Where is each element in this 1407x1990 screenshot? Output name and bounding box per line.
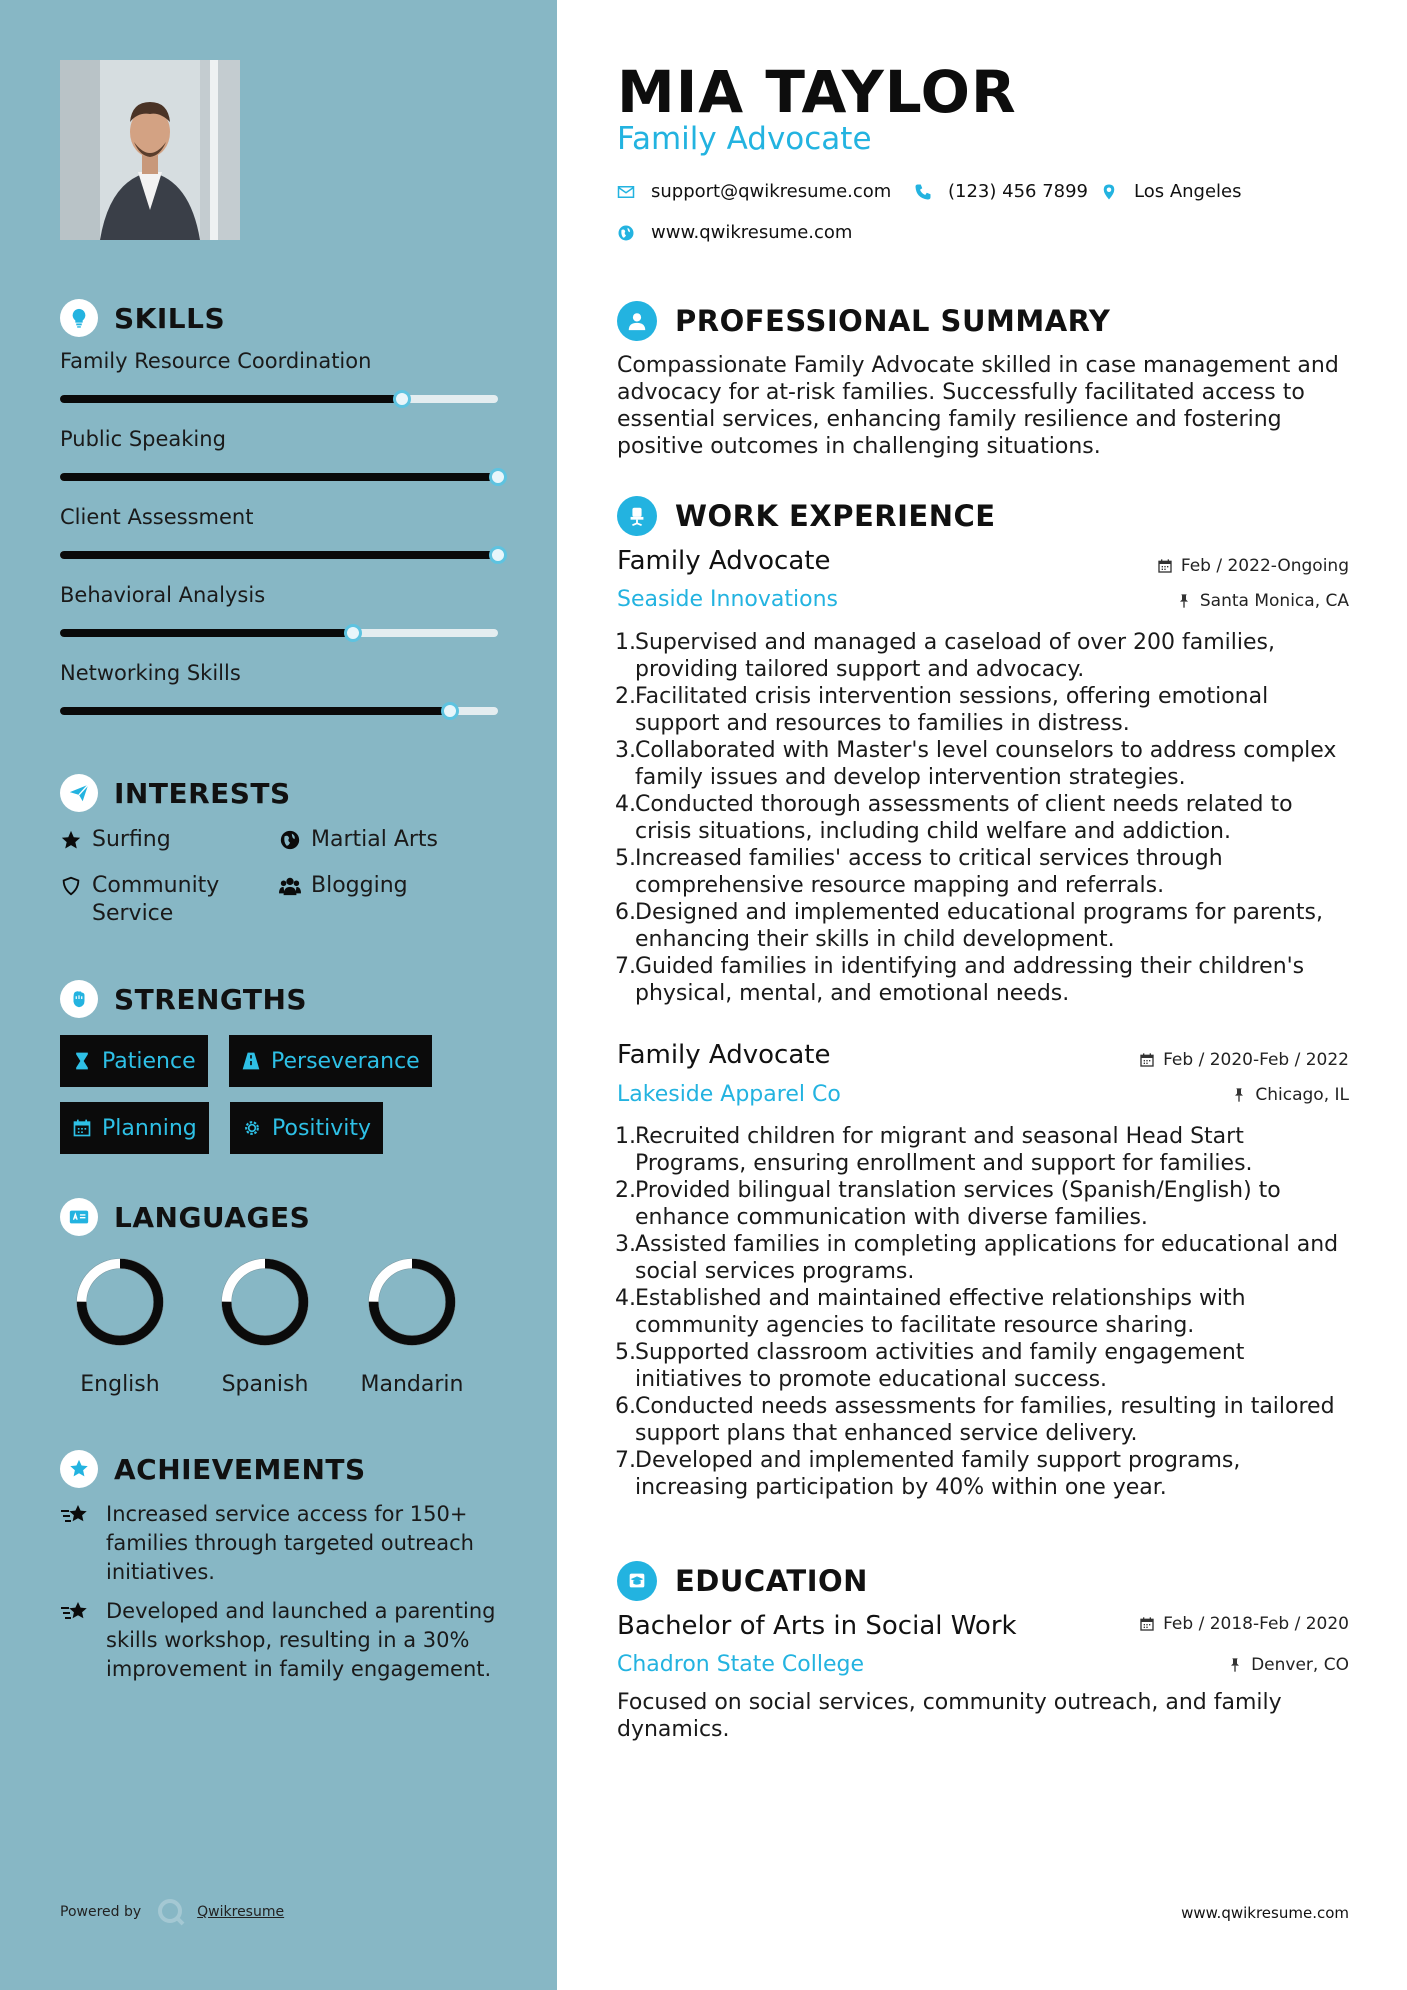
- job-bullet: [617, 737, 1352, 791]
- star-icon: [60, 829, 82, 851]
- education-location-text: Denver, CO: [1251, 1655, 1349, 1675]
- gear-icon: [242, 1118, 262, 1138]
- hourglass-icon: [72, 1051, 92, 1071]
- skill-item: [60, 349, 498, 403]
- bullet-text: Guided families in identifying and addressing their children's physical, mental, and emotional needs.: [635, 954, 1305, 1006]
- job-dates: [1157, 556, 1349, 576]
- road-icon: [241, 1051, 261, 1071]
- contact-email[interactable]: [617, 181, 891, 202]
- job-dates: [1139, 1050, 1349, 1070]
- skill-item: [60, 505, 498, 559]
- star-badge-icon: [60, 1450, 98, 1488]
- envelope-icon: [617, 183, 635, 201]
- language-item: [60, 1254, 180, 1397]
- job-dates-text: Feb / 2020-Feb / 2022: [1163, 1050, 1349, 1070]
- job-bullet: [617, 1177, 1352, 1231]
- job-bullet: [617, 683, 1352, 737]
- skill-item: [60, 583, 498, 637]
- bullet-text: Designed and implemented educational programs for parents, enhancing their skills in child development.: [635, 900, 1323, 952]
- strengths-section-header: [60, 979, 307, 1019]
- powered-by-label: Powered by: [60, 1904, 142, 1920]
- job-bullet: [617, 1393, 1352, 1447]
- language-icon: [60, 1198, 98, 1236]
- bullet-text: Conducted needs assessments for families, resulting in tailored support plans that enhanced service delivery.: [635, 1394, 1335, 1446]
- qwikresume-logo-icon: [157, 1898, 185, 1926]
- job-bullet: [617, 1285, 1352, 1339]
- job-bullet: [617, 953, 1352, 1007]
- fist-icon: [60, 980, 98, 1018]
- job-location: [1176, 591, 1349, 611]
- calendar-icon: [1139, 1052, 1155, 1068]
- bullet-text: Assisted families in completing applications for educational and social services programs.: [635, 1232, 1339, 1284]
- language-ring: [364, 1254, 460, 1350]
- qwikresume-link[interactable]: Qwikresume: [197, 1904, 285, 1920]
- chair-icon: [617, 496, 657, 536]
- bullet-number: 7.: [615, 954, 636, 979]
- bullet-number: 6.: [615, 1394, 636, 1419]
- job-title: Family Advocate: [617, 1040, 831, 1070]
- skill-bar-fill: [60, 551, 498, 559]
- job-bullets: [617, 629, 1352, 1007]
- experience-title: WORK EXPERIENCE: [675, 499, 996, 533]
- skill-bar-knob: [441, 702, 459, 720]
- interest-item: [279, 872, 408, 900]
- map-pin-icon: [1100, 183, 1118, 201]
- achievements-section-header: [60, 1449, 366, 1489]
- skill-bar-fill: [60, 707, 450, 715]
- phone-text: (123) 456 7899: [948, 181, 1089, 202]
- skills-section-header: [60, 298, 225, 338]
- interests-section-header: [60, 773, 291, 813]
- job-company: Lakeside Apparel Co: [617, 1082, 841, 1107]
- education-degree: Bachelor of Arts in Social Work: [617, 1611, 1017, 1641]
- user-icon: [617, 301, 657, 341]
- bullet-number: 2.: [615, 684, 636, 709]
- languages-section-header: [60, 1197, 310, 1237]
- job-dates-text: Feb / 2022-Ongoing: [1180, 556, 1349, 576]
- contact-location: [1100, 181, 1242, 202]
- shooting-star-icon: [60, 1502, 92, 1528]
- phone-icon: [914, 183, 932, 201]
- education-school: Chadron State College: [617, 1652, 865, 1677]
- education-location: [1227, 1655, 1349, 1675]
- globe-icon: [279, 829, 301, 851]
- strengths-title: STRENGTHS: [114, 982, 308, 1016]
- job-bullet: [617, 629, 1352, 683]
- contact-website[interactable]: [617, 222, 852, 243]
- calendar-icon: [1157, 558, 1173, 574]
- pushpin-icon: [1227, 1657, 1243, 1673]
- interest-item: [60, 872, 250, 928]
- experience-section-header: [617, 495, 996, 537]
- skill-bar-fill: [60, 629, 353, 637]
- candidate-role: Family Advocate: [617, 121, 872, 157]
- strength-badge: [60, 1035, 208, 1087]
- bullet-text: Developed and implemented family support programs, increasing participation by 40% within one year.: [635, 1448, 1241, 1500]
- lightbulb-icon: [60, 299, 98, 337]
- summary-section-header: [617, 300, 1110, 342]
- language-ring: [72, 1254, 168, 1350]
- bullet-number: 5.: [615, 1340, 636, 1365]
- job-title: Family Advocate: [617, 546, 831, 576]
- pushpin-icon: [1231, 1087, 1247, 1103]
- bullet-text: Recruited children for migrant and seasonal Head Start Programs, ensuring enrollment and support for families.: [635, 1124, 1253, 1176]
- summary-title: PROFESSIONAL SUMMARY: [675, 304, 1111, 338]
- interest-label: Martial Arts: [311, 827, 439, 852]
- language-label: English: [80, 1372, 160, 1397]
- achievement-item: [60, 1597, 500, 1684]
- interest-label: Surfing: [92, 827, 171, 852]
- bullet-text: Conducted thorough assessments of client needs related to crisis situations, including child welfare and addiction.: [635, 792, 1293, 844]
- job-bullets: [617, 1123, 1352, 1501]
- footer-url[interactable]: www.qwikresume.com: [1181, 1904, 1349, 1922]
- job-bullet: [617, 791, 1352, 845]
- job-bullet: [617, 845, 1352, 899]
- strength-label: Patience: [102, 1048, 196, 1074]
- strength-badge: [230, 1102, 383, 1154]
- interests-title: INTERESTS: [114, 776, 291, 810]
- bullet-text: Supported classroom activities and family engagement initiatives to promote educational success.: [635, 1340, 1245, 1392]
- education-section-header: [617, 1560, 868, 1602]
- skill-item: [60, 427, 498, 481]
- job-bullet: [617, 899, 1352, 953]
- website-text: www.qwikresume.com: [651, 222, 853, 243]
- bullet-text: Increased families' access to critical services through comprehensive resource mapping and referrals.: [635, 846, 1223, 898]
- skill-bar-fill: [60, 473, 498, 481]
- language-label: Spanish: [221, 1372, 309, 1397]
- achievement-item: [60, 1500, 500, 1587]
- bullet-number: 7.: [615, 1448, 636, 1473]
- bullet-text: Supervised and managed a caseload of over 200 families, providing tailored support and advocacy.: [635, 630, 1275, 682]
- education-text: Focused on social services, community outreach, and family dynamics.: [617, 1690, 1282, 1742]
- powered-by: [60, 1898, 284, 1926]
- skill-bar: [60, 629, 498, 637]
- candidate-name: MIA TAYLOR: [617, 58, 1017, 126]
- calendar-icon: [72, 1118, 92, 1138]
- strength-badge: [60, 1102, 209, 1154]
- skills-title: SKILLS: [114, 301, 226, 335]
- bullet-number: 3.: [615, 738, 636, 763]
- skill-item: [60, 661, 498, 715]
- interest-label: Blogging: [311, 873, 408, 898]
- skill-bar: [60, 395, 498, 403]
- skill-bar: [60, 473, 498, 481]
- skill-bar-knob: [489, 468, 507, 486]
- skill-bar: [60, 707, 498, 715]
- bullet-number: 2.: [615, 1178, 636, 1203]
- language-ring: [217, 1254, 313, 1350]
- education-dates: [1139, 1614, 1349, 1634]
- bullet-number: 6.: [615, 900, 636, 925]
- shooting-star-icon: [60, 1599, 92, 1625]
- bullet-number: 3.: [615, 1232, 636, 1257]
- interest-item: [60, 826, 171, 854]
- achievements-title: ACHIEVEMENTS: [114, 1452, 366, 1486]
- job-location-text: Chicago, IL: [1255, 1085, 1349, 1105]
- pushpin-icon: [1176, 593, 1192, 609]
- education-dates-text: Feb / 2018-Feb / 2020: [1163, 1614, 1349, 1634]
- bullet-number: 1.: [615, 1124, 636, 1149]
- contact-phone[interactable]: [914, 181, 1088, 202]
- job-bullet: [617, 1231, 1352, 1285]
- languages-title: LANGUAGES: [114, 1200, 311, 1234]
- skill-label: Behavioral Analysis: [60, 583, 266, 607]
- skill-label: Client Assessment: [60, 505, 254, 529]
- bullet-number: 5.: [615, 846, 636, 871]
- skill-label: Networking Skills: [60, 661, 241, 685]
- job-bullet: [617, 1339, 1352, 1393]
- skill-label: Family Resource Coordination: [60, 349, 372, 373]
- job-location-text: Santa Monica, CA: [1199, 591, 1349, 611]
- bullet-text: Collaborated with Master's level counselors to address complex family issues and develop intervention strategies.: [635, 738, 1337, 790]
- bullet-number: 4.: [615, 792, 636, 817]
- job-bullet: [617, 1123, 1352, 1177]
- skill-bar-fill: [60, 395, 402, 403]
- profile-photo: [60, 60, 240, 240]
- paper-plane-icon: [60, 774, 98, 812]
- skill-bar-knob: [393, 390, 411, 408]
- summary-text: Compassionate Family Advocate skilled in case management and advocacy for at-risk families. Successfully facilitated access to essential services, enhancing family resilience and fostering positive outcomes in challenging situations.: [617, 353, 1339, 459]
- strength-badge: [229, 1035, 432, 1087]
- bullet-text: Established and maintained effective relationships with community agencies to facilitate resource sharing.: [635, 1286, 1246, 1338]
- users-icon: [279, 875, 301, 897]
- interest-label: Community Service: [92, 873, 220, 926]
- strength-label: Positivity: [272, 1115, 372, 1141]
- interest-item: [279, 826, 438, 854]
- strength-label: Planning: [102, 1115, 197, 1141]
- job-location: [1231, 1085, 1349, 1105]
- language-item: [352, 1254, 472, 1397]
- language-item: [205, 1254, 325, 1397]
- shield-icon: [60, 875, 82, 897]
- calendar-icon: [1139, 1616, 1155, 1632]
- bullet-text: Provided bilingual translation services (Spanish/English) to enhance communication with diverse families.: [635, 1178, 1281, 1230]
- bullet-number: 4.: [615, 1286, 636, 1311]
- bullet-number: 1.: [615, 630, 636, 655]
- job-company: Seaside Innovations: [617, 587, 838, 612]
- globe-icon: [617, 224, 635, 242]
- graduation-cap-icon: [617, 1561, 657, 1601]
- job-bullet: [617, 1447, 1352, 1501]
- skill-bar: [60, 551, 498, 559]
- location-text: Los Angeles: [1134, 181, 1242, 202]
- strength-label: Perseverance: [271, 1048, 420, 1074]
- skill-label: Public Speaking: [60, 427, 226, 451]
- achievement-text: Increased service access for 150+ families through targeted outreach initiatives.: [106, 1502, 474, 1584]
- email-text: support@qwikresume.com: [651, 181, 892, 202]
- bullet-text: Facilitated crisis intervention sessions, offering emotional support and resources to families in distress.: [635, 684, 1269, 736]
- education-title: EDUCATION: [675, 1564, 868, 1598]
- achievement-text: Developed and launched a parenting skills workshop, resulting in a 30% improvement in family engagement.: [106, 1599, 496, 1681]
- language-label: Mandarin: [360, 1372, 464, 1397]
- skill-bar-knob: [489, 546, 507, 564]
